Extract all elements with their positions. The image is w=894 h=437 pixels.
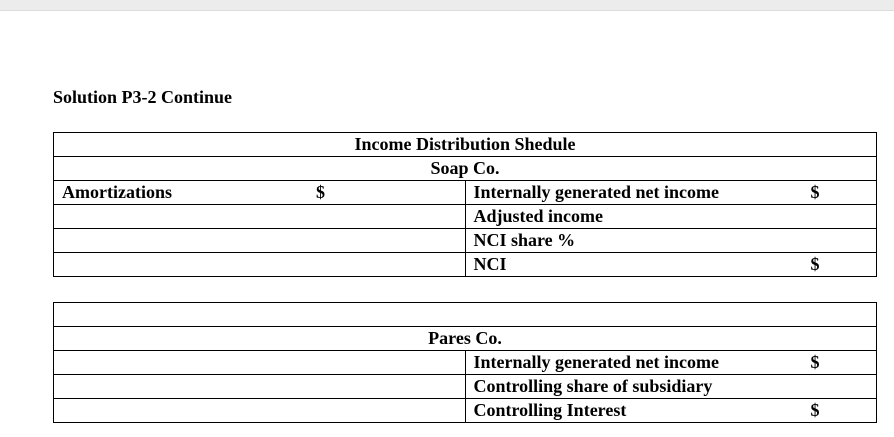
- row-label: Internally generated net income: [473, 182, 719, 202]
- company-row: [54, 157, 877, 181]
- page-heading: Solution P3-2 Continue: [53, 87, 233, 107]
- dollar-sign: $: [810, 254, 820, 274]
- row-label: Internally generated net income: [473, 352, 719, 372]
- table-row: [54, 351, 877, 375]
- table-row: [54, 375, 877, 399]
- dollar-sign: $: [810, 400, 820, 420]
- company-name: Soap Co.: [54, 157, 877, 181]
- row-cell: [465, 399, 877, 423]
- table-row: [54, 229, 877, 253]
- row-label: Adjusted income: [473, 206, 603, 226]
- table-title: Income Distribution Shedule: [54, 133, 877, 157]
- row-cell: [465, 351, 877, 375]
- table-row: [54, 399, 877, 423]
- row-cell: [465, 181, 877, 205]
- table-row: [54, 253, 877, 277]
- empty-cell: [54, 205, 466, 229]
- table-row: [54, 181, 877, 205]
- dollar-sign: $: [810, 182, 820, 202]
- empty-cell: [54, 253, 466, 277]
- row-cell: [465, 205, 877, 229]
- row-cell: [465, 375, 877, 399]
- pares-co-income-distribution-table: [53, 302, 877, 423]
- window-top-bar: [0, 0, 894, 11]
- table-title-row: [54, 303, 877, 327]
- table-title: [54, 303, 877, 327]
- soap-co-income-distribution-table: [53, 132, 877, 277]
- row-label: NCI share %: [473, 230, 576, 250]
- company-row: [54, 327, 877, 351]
- table-row: [54, 205, 877, 229]
- dollar-sign: $: [316, 182, 325, 202]
- empty-cell: [54, 351, 466, 375]
- row-cell: [465, 229, 877, 253]
- company-name: Pares Co.: [54, 327, 877, 351]
- empty-cell: [54, 375, 466, 399]
- row-label: NCI: [473, 254, 507, 274]
- row-label: Controlling share of subsidiary: [473, 376, 713, 396]
- dollar-sign: $: [810, 352, 820, 372]
- amortizations-label: Amortizations: [62, 182, 172, 202]
- row-cell: [465, 253, 877, 277]
- table-title-row: [54, 133, 877, 157]
- amortizations-cell: [54, 181, 466, 205]
- row-label: Controlling Interest: [473, 400, 627, 420]
- empty-cell: [54, 229, 466, 253]
- empty-cell: [54, 399, 466, 423]
